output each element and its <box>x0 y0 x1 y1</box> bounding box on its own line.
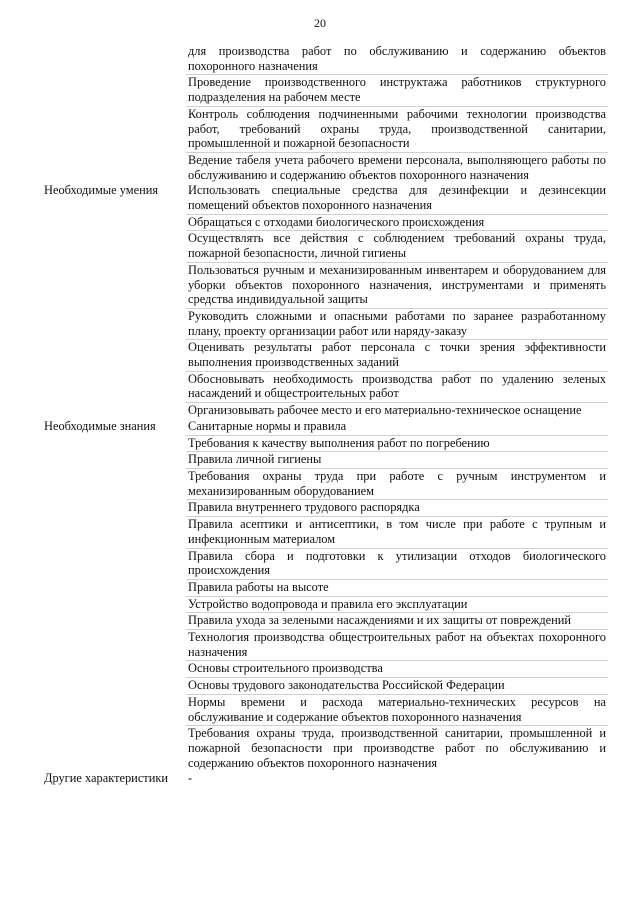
list-item: для производства работ по обслуживанию и содержанию объектов похоронного назначения <box>186 44 608 75</box>
list-item: Ведение табеля учета рабочего времени персонала, выполняющего работы по обслуживанию и содержанию объектов похоронного назначения <box>188 152 606 182</box>
section-row-continuation <box>44 44 608 183</box>
list-item: Обращаться с отходами биологического происхождения <box>186 215 608 232</box>
section-label-skills: Необходимые умения <box>44 183 159 198</box>
list-item: Осуществлять все действия с соблюдением требований охраны труда, пожарной безопасности, личной гигиены <box>186 231 608 262</box>
section-label-knowledge: Необходимые знания <box>44 418 156 433</box>
list-item: Основы строительного производства <box>186 661 608 678</box>
section-items <box>186 771 608 786</box>
list-item: Требования охраны труда при работе с ручным инструментом и механизированным оборудованием <box>186 469 608 500</box>
list-item: Оценивать результаты работ персонала с точки зрения эффективности выполнения производственных заданий <box>186 340 608 371</box>
list-item: Требования к качеству выполнения работ по погребению <box>186 436 608 453</box>
characteristics-table <box>44 44 608 786</box>
list-item: Основы трудового законодательства Российской Федерации <box>186 678 608 695</box>
list-item: Правила внутреннего трудового распорядка <box>186 500 608 517</box>
list-item: Руководить сложными и опасными работами по заранее разработанному плану, проекту организации работ или наряду-заказу <box>186 309 608 340</box>
other-value: - <box>188 771 193 786</box>
section-items <box>186 183 608 419</box>
list-item: Правила ухода за зелеными насаждениями и их защиты от повреждений <box>186 613 608 630</box>
list-item: Нормы времени и расхода материально-технических ресурсов на обслуживание и содержание объектов похоронного назначения <box>186 695 608 726</box>
list-item: Правила работы на высоте <box>186 580 608 597</box>
list-item: Правила асептики и антисептики, в том числе при работе с трупным и инфекционным материалом <box>186 517 608 548</box>
list-item: Правила сбора и подготовки к утилизации отходов биологического происхождения <box>186 549 608 580</box>
section-row-other <box>44 771 608 786</box>
list-item: Санитарные нормы и правила <box>186 419 608 436</box>
list-item: Контроль соблюдения подчиненными рабочими технологии производства работ, требований охраны труда, производственной санитарии, промышленной и пожарной безопасности <box>186 107 608 153</box>
section-row-skills <box>44 183 608 419</box>
section-label <box>44 44 186 183</box>
section-items <box>186 419 608 771</box>
section-row-knowledge <box>44 419 608 771</box>
section-items <box>186 44 608 183</box>
list-item: Требования охраны труда, производственной санитарии, промышленной и пожарной безопасности при производстве работ по обслуживанию и содержанию объектов похоронного назначения <box>188 726 606 770</box>
list-item: Пользоваться ручным и механизированным инвентарем и оборудованием для уборки объектов похоронного назначения, инструментами и применять средства индивидуальной защиты <box>186 263 608 309</box>
list-item: Устройство водопровода и правила его эксплуатации <box>186 597 608 614</box>
section-label-other: Другие характеристики <box>44 771 169 786</box>
list-item: Использовать специальные средства для дезинфекции и дезинсекции помещений объектов похоронного назначения <box>186 183 608 214</box>
list-item: Правила личной гигиены <box>186 452 608 469</box>
list-item: Обосновывать необходимость производства работ по удалению зеленых насаждений и общестроительных работ <box>186 372 608 403</box>
page-number: 20 <box>314 16 326 30</box>
list-item: Проведение производственного инструктажа работников структурного подразделения на рабочем месте <box>186 75 608 106</box>
list-item: Организовывать рабочее место и его материально-техническое оснащение <box>188 403 582 418</box>
list-item: Технология производства общестроительных работ на объектах похоронного назначения <box>186 630 608 661</box>
